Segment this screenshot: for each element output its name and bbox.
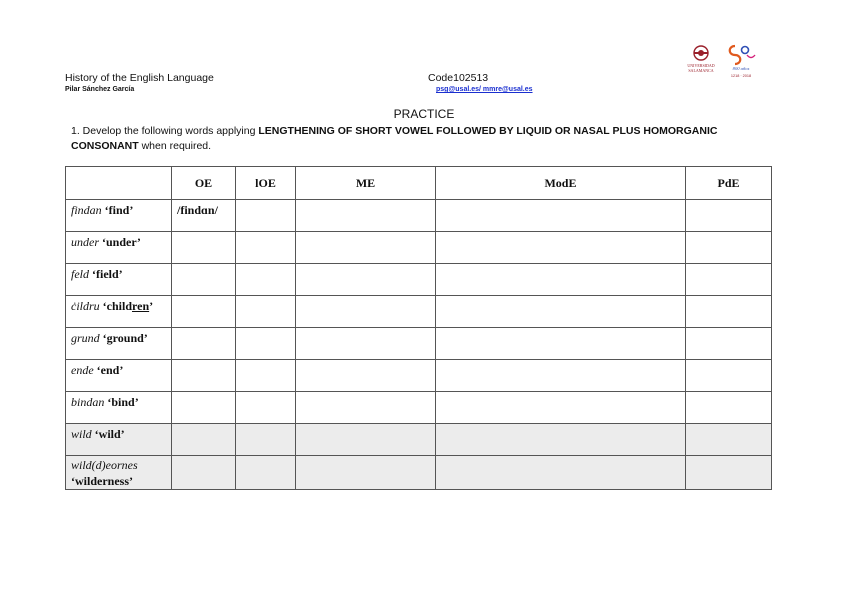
logo-text-2: SALAMANCA <box>688 68 714 73</box>
table-header-row <box>66 167 772 200</box>
oe-cell[interactable] <box>172 392 236 424</box>
word-cell: findan ‘find’ <box>66 200 172 232</box>
oe-cell[interactable] <box>172 456 236 490</box>
oe-cell[interactable] <box>172 328 236 360</box>
loe-cell[interactable] <box>236 392 296 424</box>
oe-cell[interactable] <box>172 232 236 264</box>
table-row <box>66 456 772 490</box>
header-pde: PdE <box>686 167 772 200</box>
pde-cell[interactable] <box>686 296 772 328</box>
course-title: History of the English Language <box>65 72 214 84</box>
pde-cell[interactable] <box>686 232 772 264</box>
me-cell[interactable] <box>296 392 436 424</box>
instruction-rule: LENGTHENING OF SHORT VOWEL FOLLOWED BY LIQUID OR NASAL PLUS HOMORGANIC CONSONANT <box>71 125 718 152</box>
table-row <box>66 360 772 392</box>
practice-table <box>65 166 772 490</box>
university-seal-icon <box>694 46 708 60</box>
author-name: Pilar Sánchez García <box>65 86 135 93</box>
mode-cell[interactable] <box>436 328 686 360</box>
mode-cell[interactable] <box>436 456 686 490</box>
table-row <box>66 392 772 424</box>
me-cell[interactable] <box>296 328 436 360</box>
mode-cell[interactable] <box>436 392 686 424</box>
mode-cell[interactable] <box>436 232 686 264</box>
me-cell[interactable] <box>296 360 436 392</box>
pde-cell[interactable] <box>686 360 772 392</box>
header-mode: ModE <box>436 167 686 200</box>
oe-cell[interactable] <box>172 296 236 328</box>
word-cell: under ‘under’ <box>66 232 172 264</box>
me-cell[interactable] <box>296 200 436 232</box>
word-cell: grund ‘ground’ <box>66 328 172 360</box>
word-cell: bindan ‘bind’ <box>66 392 172 424</box>
svg-text:800 años: 800 años <box>732 66 750 71</box>
word-cell: ċildru ‘children’ <box>66 296 172 328</box>
university-logos <box>683 41 763 81</box>
loe-cell[interactable] <box>236 424 296 456</box>
header-word <box>66 167 172 200</box>
word-cell: feld ‘field’ <box>66 264 172 296</box>
oe-cell[interactable] <box>172 264 236 296</box>
pde-cell[interactable] <box>686 328 772 360</box>
logo-text-1: UNIVERSIDAD <box>687 63 715 68</box>
table-row <box>66 232 772 264</box>
header-me: ME <box>296 167 436 200</box>
me-cell[interactable] <box>296 296 436 328</box>
loe-cell[interactable] <box>236 328 296 360</box>
contact-email-link[interactable]: psg@usal.es/ mmre@usal.es <box>436 86 533 93</box>
table-row <box>66 200 772 232</box>
word-cell: wild ‘wild’ <box>66 424 172 456</box>
loe-cell[interactable] <box>236 264 296 296</box>
pde-cell[interactable] <box>686 392 772 424</box>
mode-cell[interactable] <box>436 296 686 328</box>
header-loe: lOE <box>236 167 296 200</box>
pde-cell[interactable] <box>686 424 772 456</box>
table-row <box>66 296 772 328</box>
table-row <box>66 424 772 456</box>
word-cell: wild(d)eornes ‘wilderness’ <box>66 456 172 490</box>
mode-cell[interactable] <box>436 360 686 392</box>
instruction-prefix: 1. Develop the following words applying <box>71 125 259 137</box>
loe-cell[interactable] <box>236 232 296 264</box>
me-cell[interactable] <box>296 456 436 490</box>
pde-cell[interactable] <box>686 264 772 296</box>
word-cell: ende ‘end’ <box>66 360 172 392</box>
loe-cell[interactable] <box>236 456 296 490</box>
table-row <box>66 328 772 360</box>
course-code: Code102513 <box>428 72 489 84</box>
loe-cell[interactable] <box>236 200 296 232</box>
oe-cell[interactable]: /findɑn/ <box>172 200 236 232</box>
loe-cell[interactable] <box>236 296 296 328</box>
pde-cell[interactable] <box>686 456 772 490</box>
instruction-text <box>71 124 776 153</box>
me-cell[interactable] <box>296 232 436 264</box>
logo-years: 1218 · 2018 <box>730 74 752 78</box>
table-row <box>66 264 772 296</box>
pde-cell[interactable] <box>686 200 772 232</box>
mode-cell[interactable] <box>436 424 686 456</box>
mode-cell[interactable] <box>436 200 686 232</box>
loe-cell[interactable] <box>236 360 296 392</box>
instruction-suffix: when required. <box>138 139 212 152</box>
oe-cell[interactable] <box>172 424 236 456</box>
mode-cell[interactable] <box>436 264 686 296</box>
anniversary-logo-icon <box>730 46 755 71</box>
header-oe: OE <box>172 167 236 200</box>
me-cell[interactable] <box>296 424 436 456</box>
me-cell[interactable] <box>296 264 436 296</box>
oe-cell[interactable] <box>172 360 236 392</box>
page-title: PRACTICE <box>393 107 455 121</box>
